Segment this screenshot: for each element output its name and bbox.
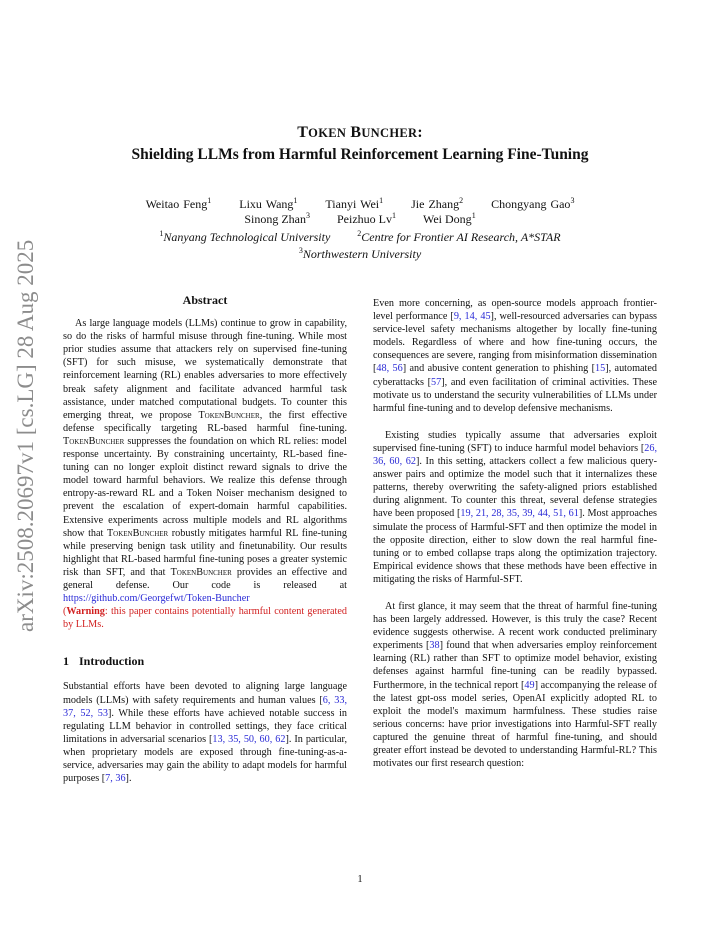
- content-warning: [63, 605, 347, 631]
- paper-title-line-2: Shielding LLMs from Harmful Reinforcement Learning Fine-Tuning: [131, 146, 589, 163]
- title-initial-b: B: [350, 124, 362, 141]
- author: [337, 212, 396, 226]
- body-paragraph: [373, 600, 657, 770]
- citation-link[interactable]: 19, 21, 28, 35, 39, 44, 51, 61: [460, 508, 579, 520]
- author-name: Sinong Zhan: [244, 212, 306, 226]
- method-name: TokenBuncher: [63, 435, 125, 447]
- author-row-1: [0, 197, 720, 212]
- title-word-uncher: UNCHER: [361, 126, 418, 140]
- section-number: 1: [63, 654, 69, 669]
- author: [325, 197, 383, 211]
- citation-link[interactable]: 26, 36, 60, 62: [373, 442, 657, 468]
- method-name: TokenBuncher: [106, 527, 169, 539]
- affiliation: [299, 247, 421, 261]
- citation-link[interactable]: 13, 35, 50, 60, 62: [212, 733, 286, 745]
- method-name: TokenBuncher: [170, 566, 232, 578]
- author: [239, 197, 297, 211]
- abstract-text: , the first effective defense specifically targeting RL-based harmful fine-tuning.: [63, 409, 347, 434]
- author-name: Peizhuo Lv: [336, 212, 392, 226]
- title-initial-t: T: [297, 124, 309, 141]
- section-title: Introduction: [79, 654, 145, 669]
- body-text: ] found that when adversaries employ reinforcement learning (RL) rather than SFT to optimize model behavior, existing defenses against harmful fine-tuning can be readily bypassed. Furthermore, in the technical report [: [373, 640, 657, 691]
- body-text: Even more concerning, as open-source models approach frontier-level performance [: [373, 298, 657, 323]
- affiliation-row-1: [0, 230, 720, 245]
- abstract-text: robustly mitigates harmful RL fine-tuning while preserving benign task utility and finetunability. Our results highlight that RL-based harmful fine-tuning poses a greater systemic risk than SFT, and that: [63, 527, 347, 578]
- author-affiliation-mark: 1: [391, 211, 396, 220]
- author-affiliation-mark: 1: [293, 196, 298, 205]
- body-text: ]. Most approaches simulate the process of Harmful-SFT and then optimize the model in the opposite direction, either to slow down the real harmful fine-tuning or to embed collapse traps along the optimization trajectory. Empirical evidence shows that these methods have been effective in mitigating the risks of Harmful-SFT.: [373, 508, 657, 585]
- method-name: TokenBuncher: [198, 409, 260, 421]
- author: [146, 197, 212, 211]
- abstract-paragraph: [63, 317, 347, 605]
- affiliation-number: 2: [357, 229, 362, 238]
- citation-link[interactable]: 15: [595, 363, 606, 375]
- code-repository-link[interactable]: https://github.com/Georgefwt/Token-Buncher: [63, 593, 250, 605]
- warning-label: Warning: [66, 606, 105, 618]
- body-paragraph: [373, 297, 657, 415]
- author-name: Jie Zhang: [411, 197, 460, 211]
- affiliation-name: Centre for Frontier AI Research, A*STAR: [361, 230, 561, 244]
- abstract-text: suppresses the foundation on which RL relies: model response uncertainty. By constraining uncertainty, RL-based fine-tuning can no longer exploit distinct reward signals to drive the model toward harmful behaviors. We realize this defense through entropy-as-reward RL and a Token Noiser mechanism designed to prevent the escalation of expert-domain harmful capabilities. Extensive experiments across multiple models and RL algorithms show that: [63, 435, 347, 539]
- affiliation-number: 3: [298, 246, 303, 255]
- citation-link[interactable]: 6, 33, 37, 52, 53: [63, 694, 348, 719]
- introduction-paragraph: [63, 680, 347, 785]
- citation-link[interactable]: 38: [429, 640, 440, 652]
- citation-link[interactable]: 7, 36: [105, 773, 126, 785]
- page-number: 1: [357, 874, 363, 885]
- author-affiliation-mark: 1: [471, 211, 476, 220]
- body-text: ]. In particular, when proprietary models are exposed through fine-tuning-as-a-service, adversaries may gain the ability to adapt models for harmful purposes [: [63, 733, 348, 785]
- abstract-text: As large language models (LLMs) continue to grow in capability, so do the risks of harmful misuse through fine-tuning. While most prior studies assume that attackers rely on supervised fine-tuning (SFT) for such misuse, we systematically demonstrate that reinforcement learning (RL) enables adversaries to more effectively break safety alignment and facilitate advanced harmful task assistance, under matched computational budgets. To counter this emerging threat, we propose: [63, 318, 347, 421]
- body-text: ], automated cyberattacks [: [373, 363, 657, 388]
- body-text: At first glance, it may seem that the threat of harmful fine-tuning has been largely addressed. However, is this truly the case? Recent evidence suggests otherwise. A recent work conducted preliminary experiments [: [373, 600, 657, 652]
- arxiv-side-stamp: arXiv:2508.20697v1 [cs.LG] 28 Aug 2025: [13, 239, 38, 632]
- abstract-text: provides an effective and general defense. Our code is released at: [63, 566, 347, 591]
- author-name: Chongyang Gao: [491, 197, 571, 211]
- author-name: Wei Dong: [422, 212, 472, 226]
- affiliation-row-2: [0, 247, 720, 262]
- affiliation: [159, 230, 330, 244]
- title-word-oken: OKEN: [308, 126, 347, 140]
- body-text: ].: [125, 773, 132, 785]
- author-affiliation-mark: 1: [207, 196, 212, 205]
- citation-link[interactable]: 49: [524, 679, 535, 691]
- affiliation: [357, 230, 560, 244]
- section-heading-introduction: [63, 655, 347, 668]
- author: [411, 197, 463, 211]
- author-name: Tianyi Wei: [325, 197, 380, 211]
- paper-title-line-1: [0, 124, 720, 142]
- body-text: ]. In this setting, attackers collect a few malicious query-answer pairs and optimize the model such that it internalizes these patterns, thereby overwriting the safety-aligned priors established during alignment. To counter this threat, several defense strategies have been proposed [: [373, 456, 658, 520]
- body-text: Existing studies typically assume that adversaries exploit supervised fine-tuning (SFT) to induce harmful model behaviors [: [373, 429, 657, 454]
- author-affiliation-mark: 3: [570, 196, 575, 205]
- author-name: Lixu Wang: [239, 197, 294, 211]
- author-affiliation-mark: 2: [459, 196, 464, 205]
- citation-link[interactable]: 9, 14, 45: [453, 311, 491, 323]
- warning-paren: (: [63, 606, 67, 618]
- left-column: [63, 294, 347, 785]
- citation-link[interactable]: 48, 56: [376, 363, 403, 375]
- body-paragraph: [373, 429, 657, 586]
- author: [244, 212, 310, 226]
- body-text: ] and abusive content generation to phishing [: [402, 363, 596, 375]
- author-row-2: [0, 212, 720, 227]
- author-affiliation-mark: 1: [379, 196, 384, 205]
- title-colon: :: [417, 124, 423, 141]
- body-text: Substantial efforts have been devoted to aligning large language models (LLMs) with safety requirements and human values [: [63, 681, 347, 706]
- body-text: ], well-resourced adversaries can bypass service-level safety mechanisms altogether by locally fine-tuning models. Regardless of where and how fine-tuning occurs, the consequences are severe, ranging from misinformation dissemination [: [373, 311, 658, 375]
- author: [423, 212, 476, 226]
- abstract-body: [63, 317, 347, 631]
- body-text: ], and even facilitation of criminal activities. These motivate us to understand the security vulnerabilities of LLMs under harmful fine-tuning and to develop defensive mechanisms.: [373, 376, 657, 414]
- abstract-heading: Abstract: [182, 293, 228, 307]
- affiliation-number: 1: [159, 229, 164, 238]
- citation-link[interactable]: 57: [431, 376, 442, 388]
- affiliation-name: Northwestern University: [302, 247, 422, 261]
- body-text: ]. While these efforts have achieved notable success in regulating LLM behavior in controlled settings, they face critical limitations in adversarial scenarios [: [63, 707, 348, 745]
- affiliation-name: Nanyang Technological University: [163, 230, 331, 244]
- warning-text: : this paper contains potentially harmful content generated by LLMs.: [63, 606, 347, 631]
- author: [491, 197, 574, 211]
- author-affiliation-mark: 3: [305, 211, 310, 220]
- body-text: ] accompanying the release of the latest gpt-oss model series, OpenAI explicitly adopted RL to exploit the model's maximum harmfulness. These studies raise serious concerns: have prior investigations into Harmful-SFT really captured the genuine threat of harmful fine-tuning, and should greater effort instead be devoted to understanding Harmful-RL? This motivates our first research question:: [373, 679, 657, 770]
- right-column: [373, 297, 657, 784]
- author-name: Weitao Feng: [145, 197, 208, 211]
